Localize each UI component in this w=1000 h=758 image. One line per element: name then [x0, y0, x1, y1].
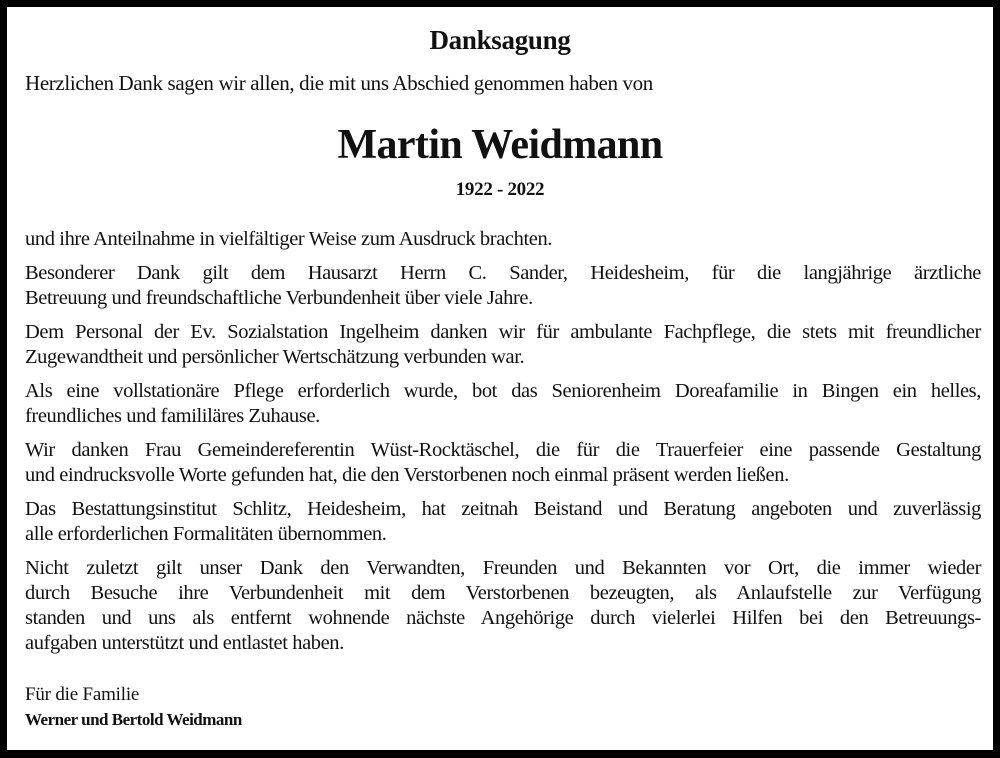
paragraph-line: und ihre Anteilnahme in vielfältiger Weise zum Ausdruck brachten.: [25, 228, 553, 250]
paragraph-line: Wir danken Frau Gemeindereferentin Wüst-Rocktäschel, die für die Trauerfeier eine passende Gestaltung: [25, 439, 981, 461]
paragraph-line: durch Besuche ihre Verbundenheit mit dem Verstorbenen bezeugten, als Anlaufstelle zur Verfügung: [25, 582, 981, 604]
paragraph-line: freundliches und famililäres Zuhause.: [25, 405, 320, 427]
paragraph-line: und eindrucksvolle Worte gefunden hat, die den Verstorbenen noch einmal präsent werden ließen.: [25, 464, 789, 486]
paragraph-line: alle erforderlichen Formalitäten übernommen.: [25, 523, 387, 545]
deceased-name: Martin Weidmann: [337, 122, 663, 168]
paragraph-line: Besonderer Dank gilt dem Hausarzt Herrn C. Sander, Heidesheim, für die langjährige ärztliche: [25, 262, 981, 284]
paragraph-line: Als eine vollstationäre Pflege erforderlich wurde, bot das Seniorenheim Doreafamilie in Bingen ein helles,: [25, 380, 981, 402]
paragraph-line: Nicht zuletzt gilt unser Dank den Verwandten, Freunden und Bekannten vor Ort, die immer wieder: [25, 557, 981, 579]
paragraph-line: Das Bestattungsinstitut Schlitz, Heidesheim, hat zeitnah Beistand und Beratung angeboten und zuverlässig: [25, 498, 981, 520]
obituary-notice: [7, 7, 993, 750]
paragraph-line: aufgaben unterstützt und entlastet haben.: [25, 632, 344, 654]
paragraph-line: Betreuung und freundschaftliche Verbundenheit über viele Jahre.: [25, 287, 533, 309]
signature-label: Für die Familie: [25, 684, 140, 705]
signature-names: Werner und Bertold Weidmann: [25, 710, 242, 729]
paragraph-line: standen und uns als entfernt wohnende nächste Angehörige durch vielerlei Hilfen bei den Betreuungs-: [25, 607, 981, 629]
paragraph-line: Dem Personal der Ev. Sozialstation Ingelheim danken wir für ambulante Fachpflege, die stets mit freundlicher: [25, 321, 981, 343]
intro-text: Herzlichen Dank sagen wir allen, die mit uns Abschied genommen haben von: [25, 71, 653, 95]
notice-title: Danksagung: [429, 25, 571, 55]
paragraph-line: Zugewandtheit und persönlicher Wertschätzung verbunden war.: [25, 346, 525, 368]
life-dates: 1922 - 2022: [455, 179, 545, 200]
